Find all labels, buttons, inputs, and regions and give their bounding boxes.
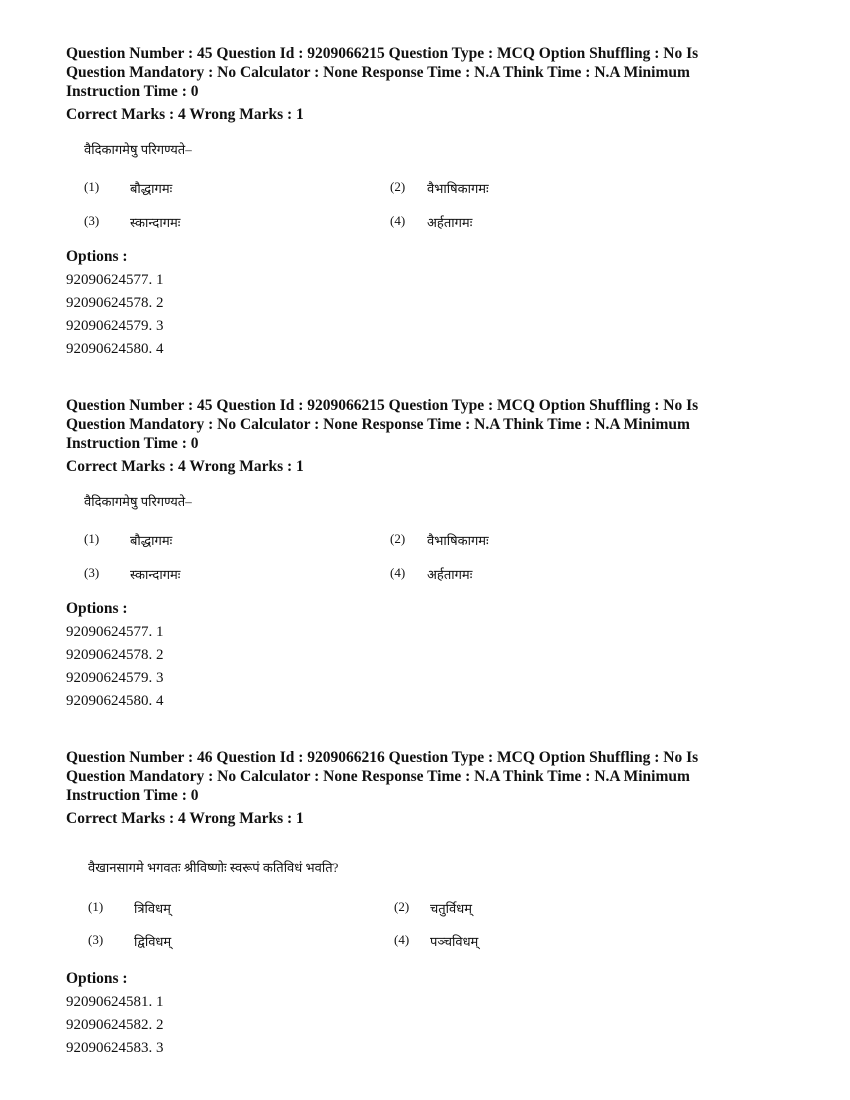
- choice-number: (1): [84, 179, 100, 194]
- option-line: 92090624582. 2: [66, 1017, 164, 1033]
- meta-line: Question Number : 45 Question Id : 9209066215 Question Type : MCQ Option Shuffling : No Is: [66, 397, 699, 414]
- meta-line: Question Mandatory : No Calculator : None Response Time : N.A Think Time : N.A Minimum: [66, 768, 690, 785]
- choice-text: वैभाषिकागमः: [427, 181, 489, 196]
- choice-text: स्कान्दागमः: [130, 567, 181, 582]
- marks-line: Correct Marks : 4 Wrong Marks : 1: [66, 106, 304, 123]
- marks-line: Correct Marks : 4 Wrong Marks : 1: [66, 810, 304, 827]
- choice-number: (4): [390, 565, 406, 580]
- choice-text: द्विविधम्: [134, 934, 172, 949]
- choice-text: अर्हतागमः: [427, 215, 473, 230]
- choice-text: वैभाषिकागमः: [427, 533, 489, 548]
- meta-line: Instruction Time : 0: [66, 787, 199, 804]
- question-text: वैखानसागमे भगवतः श्रीविष्णोः स्वरूपं कतिविधं भवति?: [88, 860, 339, 875]
- choice-text: त्रिविधम्: [134, 901, 171, 916]
- options-label: Options :: [66, 970, 128, 987]
- option-line: 92090624577. 1: [66, 624, 164, 640]
- options-list: [66, 956, 786, 1056]
- choice-text: अर्हतागमः: [427, 567, 473, 582]
- choice-text: चतुर्विधम्: [430, 901, 473, 916]
- question-content: [66, 828, 786, 956]
- option-line: 92090624579. 3: [66, 670, 164, 686]
- option-line: 92090624583. 3: [66, 1040, 164, 1056]
- options-list: [66, 234, 786, 357]
- choice-text: बौद्धागमः: [130, 533, 173, 548]
- choice-text: पञ्चविधम्: [430, 934, 479, 949]
- option-line: 92090624579. 3: [66, 318, 164, 334]
- meta-line: Question Mandatory : No Calculator : None Response Time : N.A Think Time : N.A Minimum: [66, 64, 690, 81]
- option-line: 92090624581. 1: [66, 994, 164, 1010]
- choice-number: (4): [394, 932, 410, 947]
- option-line: 92090624580. 4: [66, 341, 164, 357]
- option-line: 92090624577. 1: [66, 272, 164, 288]
- choice-number: (2): [390, 531, 406, 546]
- question-content: [66, 476, 786, 586]
- question-block-1: [66, 44, 786, 357]
- question-text: वैदिकागमेषु परिगण्यते–: [84, 142, 192, 157]
- option-line: 92090624578. 2: [66, 295, 164, 311]
- meta-line: Instruction Time : 0: [66, 435, 199, 452]
- question-text: वैदिकागमेषु परिगण्यते–: [84, 494, 192, 509]
- choice-number: (1): [84, 531, 100, 546]
- question-content: [66, 124, 786, 234]
- choice-number: (3): [84, 213, 100, 228]
- option-line: 92090624580. 4: [66, 693, 164, 709]
- choice-number: (3): [84, 565, 100, 580]
- option-line: 92090624578. 2: [66, 647, 164, 663]
- meta-line: Question Mandatory : No Calculator : None Response Time : N.A Think Time : N.A Minimum: [66, 416, 690, 433]
- choice-number: (2): [390, 179, 406, 194]
- marks-line: Correct Marks : 4 Wrong Marks : 1: [66, 458, 304, 475]
- options-label: Options :: [66, 248, 128, 265]
- choice-text: बौद्धागमः: [130, 181, 173, 196]
- meta-line: Question Number : 46 Question Id : 9209066216 Question Type : MCQ Option Shuffling : No Is: [66, 749, 699, 766]
- choice-number: (4): [390, 213, 406, 228]
- choice-text: स्कान्दागमः: [130, 215, 181, 230]
- choice-number: (3): [88, 932, 104, 947]
- choice-number: (1): [88, 899, 104, 914]
- choice-number: (2): [394, 899, 410, 914]
- question-meta: [66, 396, 786, 453]
- meta-line: Instruction Time : 0: [66, 83, 199, 100]
- question-meta: [66, 44, 786, 101]
- question-block-2: [66, 396, 786, 709]
- meta-line: Question Number : 45 Question Id : 9209066215 Question Type : MCQ Option Shuffling : No Is: [66, 45, 699, 62]
- question-block-3: [66, 748, 786, 1056]
- options-list: [66, 586, 786, 709]
- options-label: Options :: [66, 600, 128, 617]
- question-meta: [66, 748, 786, 805]
